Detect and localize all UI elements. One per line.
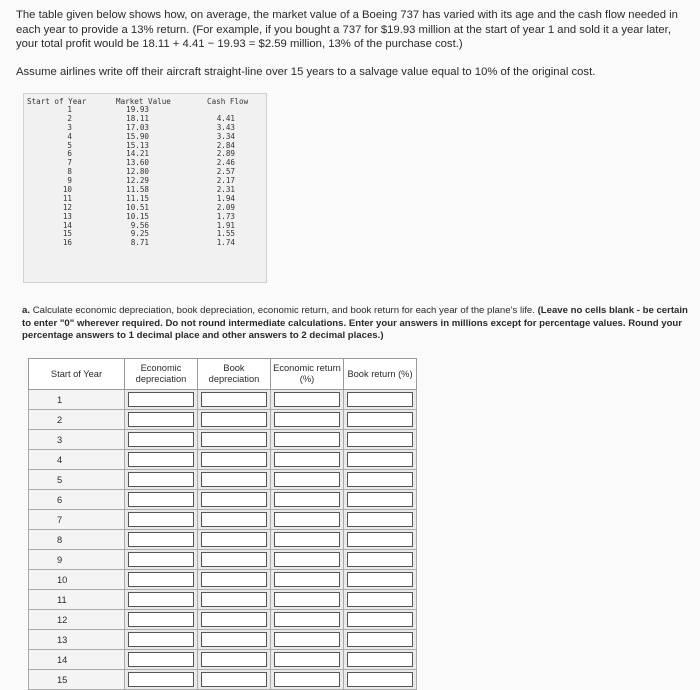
answer-input-cell [198, 450, 271, 470]
cash-flow-cell: 3.43 [216, 122, 235, 132]
book-return-input[interactable] [347, 632, 413, 647]
answer-row [29, 610, 417, 630]
market-value-cell: 11.15 [126, 193, 149, 203]
book-return-input[interactable] [347, 672, 413, 687]
book-depreciation-input[interactable] [201, 412, 267, 427]
answer-input-cell [125, 510, 198, 530]
answer-input-cell [198, 570, 271, 590]
answer-input-cell [125, 390, 198, 410]
cash-flow-cell: 2.84 [216, 140, 235, 150]
answer-input-cell [125, 410, 198, 430]
answer-row [29, 590, 417, 610]
economic-depreciation-input[interactable] [128, 472, 194, 487]
answer-input-cell [198, 530, 271, 550]
economic-depreciation-input[interactable] [128, 412, 194, 427]
book-depreciation-input[interactable] [201, 432, 267, 447]
economic-depreciation-input[interactable] [128, 672, 194, 687]
data-year-cell: 7 [67, 158, 72, 168]
answer-input-cell [198, 490, 271, 510]
answer-year-cell: 8 [29, 530, 125, 550]
economic-depreciation-input[interactable] [128, 392, 194, 407]
answer-input-cell [271, 430, 344, 450]
market-value-cell: 14.21 [126, 149, 149, 159]
cash-flow-cell: 1.94 [216, 193, 235, 203]
book-return-input[interactable] [347, 592, 413, 607]
market-value-cell: 11.58 [126, 185, 149, 195]
economic-return-input[interactable] [274, 392, 340, 407]
answer-input-cell [198, 430, 271, 450]
market-value-cell: 10.51 [126, 202, 149, 212]
answer-row [29, 390, 417, 410]
ans-header-economic-return: Economic return (%) [271, 359, 344, 390]
economic-depreciation-input[interactable] [128, 512, 194, 527]
answer-input-cell [344, 570, 417, 590]
answer-row [29, 410, 417, 430]
cash-flow-cell: 2.09 [216, 202, 235, 212]
data-year-cell: 14 [62, 220, 72, 230]
cash-flow-cell: 4.41 [216, 113, 235, 123]
header-cash-flow: Cash Flow [207, 97, 249, 106]
economic-return-input[interactable] [274, 532, 340, 547]
answer-year-cell: 3 [29, 430, 125, 450]
economic-return-input[interactable] [274, 472, 340, 487]
answer-input-cell [125, 590, 198, 610]
market-value-cell: 9.56 [130, 220, 149, 230]
answer-input-cell [271, 510, 344, 530]
answer-input-cell [125, 630, 198, 650]
answer-input-cell [125, 530, 198, 550]
market-value-cell: 8.71 [130, 238, 149, 248]
book-depreciation-input[interactable] [201, 592, 267, 607]
answer-input-cell [271, 570, 344, 590]
question-label: a. [22, 305, 31, 316]
cash-flow-cell: 3.34 [216, 131, 235, 141]
answer-input-cell [198, 610, 271, 630]
market-value-cell: 15.90 [126, 131, 149, 141]
book-depreciation-input[interactable] [201, 392, 267, 407]
answer-input-cell [125, 650, 198, 670]
answer-input-cell [271, 550, 344, 570]
answer-input-cell [198, 550, 271, 570]
answer-row [29, 570, 417, 590]
economic-return-input[interactable] [274, 412, 340, 427]
data-year-cell: 12 [62, 202, 72, 212]
cash-flow-cell: 2.31 [216, 185, 235, 195]
answer-input-cell [344, 630, 417, 650]
cash-flow-cell: 1.91 [216, 220, 235, 230]
answer-year-cell: 2 [29, 410, 125, 430]
economic-return-input[interactable] [274, 432, 340, 447]
data-year-cell: 8 [67, 167, 72, 177]
answer-input-cell [344, 390, 417, 410]
answer-input-cell [271, 390, 344, 410]
answer-year-cell: 1 [29, 390, 125, 410]
book-return-input[interactable] [347, 432, 413, 447]
book-return-input[interactable] [347, 552, 413, 567]
book-depreciation-input[interactable] [201, 552, 267, 567]
market-value-cell: 17.03 [126, 122, 149, 132]
cash-flow-cell: 2.57 [216, 167, 235, 177]
answer-input-cell [271, 590, 344, 610]
answer-input-cell [344, 590, 417, 610]
answer-input-cell [344, 670, 417, 690]
data-year-cell: 3 [67, 122, 72, 132]
market-value-cell: 10.15 [126, 211, 149, 221]
answer-table [28, 358, 417, 690]
book-return-input[interactable] [347, 512, 413, 527]
book-depreciation-input[interactable] [201, 572, 267, 587]
problem-intro: The table given below shows how, on average, the market value of a Boeing 737 has varied with its age and the cash flow needed in each year to provide a 13% return. (For example, if you bought a 737 for $19.93 million at the start of year 1 and sold it a year later, your total profit would be 18.11 + 4.41 − 19.93 = $2.59 million, 13% of the purchase cost.) [16, 9, 678, 50]
answer-input-cell [271, 470, 344, 490]
data-year-cell: 1 [67, 105, 72, 114]
data-year-cell: 10 [62, 185, 72, 195]
answer-year-cell: 13 [29, 630, 125, 650]
economic-depreciation-input[interactable] [128, 572, 194, 587]
answer-input-cell [125, 490, 198, 510]
economic-depreciation-input[interactable] [128, 452, 194, 467]
answer-year-cell: 5 [29, 470, 125, 490]
economic-return-input[interactable] [274, 572, 340, 587]
market-value-cell: 19.93 [126, 105, 149, 114]
answer-year-cell: 11 [29, 590, 125, 610]
answer-year-cell: 7 [29, 510, 125, 530]
answer-row [29, 430, 417, 450]
answer-year-cell: 15 [29, 670, 125, 690]
cash-flow-cell: 2.46 [216, 158, 235, 168]
answer-input-cell [271, 630, 344, 650]
data-year-cell: 4 [67, 131, 72, 141]
answer-input-cell [344, 550, 417, 570]
data-table-image [23, 93, 267, 283]
question-text: Calculate economic depreciation, book depreciation, economic return, and book return for each year of the plane’s life. [32, 305, 535, 316]
answer-input-cell [198, 390, 271, 410]
book-depreciation-input[interactable] [201, 452, 267, 467]
answer-input-cell [344, 490, 417, 510]
market-value-cell: 13.60 [126, 158, 149, 168]
data-year-cell: 9 [67, 176, 72, 186]
answer-input-cell [344, 430, 417, 450]
data-year-cell: 16 [62, 238, 72, 248]
data-year-cell: 15 [62, 229, 72, 239]
answer-input-cell [271, 410, 344, 430]
answer-year-cell: 6 [29, 490, 125, 510]
years-column [28, 106, 72, 248]
answer-row [29, 670, 417, 690]
economic-return-input[interactable] [274, 492, 340, 507]
economic-return-input[interactable] [274, 612, 340, 627]
answer-input-cell [198, 410, 271, 430]
data-year-cell: 5 [67, 140, 72, 150]
market-value-column [106, 106, 149, 248]
economic-depreciation-input[interactable] [128, 632, 194, 647]
answer-input-cell [344, 530, 417, 550]
book-return-input[interactable] [347, 532, 413, 547]
header-start-of-year: Start of Year [27, 97, 87, 106]
answer-input-cell [198, 470, 271, 490]
answer-input-cell [271, 650, 344, 670]
economic-depreciation-input[interactable] [128, 492, 194, 507]
economic-return-input[interactable] [274, 672, 340, 687]
ans-header-economic-depreciation: Economic depreciation [125, 359, 198, 390]
answer-input-cell [271, 530, 344, 550]
answer-input-cell [198, 650, 271, 670]
answer-input-cell [198, 670, 271, 690]
market-value-cell: 18.11 [126, 113, 149, 123]
book-depreciation-input[interactable] [201, 472, 267, 487]
market-value-cell: 12.80 [126, 167, 149, 177]
header-market-value: Market Value [116, 97, 171, 106]
book-depreciation-input[interactable] [201, 652, 267, 667]
economic-depreciation-input[interactable] [128, 532, 194, 547]
answer-input-cell [125, 570, 198, 590]
answer-input-cell [125, 450, 198, 470]
book-depreciation-input[interactable] [201, 492, 267, 507]
book-depreciation-input[interactable] [201, 632, 267, 647]
book-return-input[interactable] [347, 612, 413, 627]
answer-input-cell [344, 610, 417, 630]
ans-header-year: Start of Year [29, 359, 125, 390]
market-value-cell: 15.13 [126, 140, 149, 150]
cash-flow-column [194, 115, 235, 248]
economic-return-input[interactable] [274, 632, 340, 647]
economic-return-input[interactable] [274, 512, 340, 527]
market-value-cell: 12.29 [126, 176, 149, 186]
answer-input-cell [125, 670, 198, 690]
economic-return-input[interactable] [274, 552, 340, 567]
book-return-input[interactable] [347, 452, 413, 467]
answer-year-cell: 10 [29, 570, 125, 590]
answer-input-cell [271, 670, 344, 690]
answer-row [29, 450, 417, 470]
answer-year-cell: 4 [29, 450, 125, 470]
assumption-text: Assume airlines write off their aircraft straight-line over 15 years to a salvage value equal to 10% of the original cost. [16, 66, 596, 78]
book-depreciation-input[interactable] [201, 672, 267, 687]
answer-input-cell [344, 510, 417, 530]
ans-header-book-return: Book return (%) [344, 359, 417, 390]
cash-flow-cell: 2.89 [216, 149, 235, 159]
question-a [22, 305, 694, 343]
answer-input-cell [344, 410, 417, 430]
answer-input-cell [125, 430, 198, 450]
answer-year-cell: 14 [29, 650, 125, 670]
book-return-input[interactable] [347, 472, 413, 487]
answer-year-cell: 9 [29, 550, 125, 570]
book-depreciation-input[interactable] [201, 532, 267, 547]
economic-depreciation-input[interactable] [128, 592, 194, 607]
economic-return-input[interactable] [274, 652, 340, 667]
answer-input-cell [125, 610, 198, 630]
market-value-cell: 9.25 [130, 229, 149, 239]
data-year-cell: 11 [62, 193, 72, 203]
ans-header-book-depreciation: Book depreciation [198, 359, 271, 390]
data-year-cell: 6 [67, 149, 72, 159]
answer-input-cell [271, 610, 344, 630]
book-return-input[interactable] [347, 412, 413, 427]
answer-row [29, 530, 417, 550]
cash-flow-cell: 1.55 [216, 229, 235, 239]
answer-input-cell [125, 550, 198, 570]
cash-flow-cell: 1.73 [216, 211, 235, 221]
answer-row [29, 470, 417, 490]
cash-flow-cell: 1.74 [216, 238, 235, 248]
book-return-input[interactable] [347, 652, 413, 667]
book-return-input[interactable] [347, 492, 413, 507]
data-year-cell: 2 [67, 113, 72, 123]
economic-depreciation-input[interactable] [128, 612, 194, 627]
economic-depreciation-input[interactable] [128, 652, 194, 667]
answer-row [29, 490, 417, 510]
book-depreciation-input[interactable] [201, 512, 267, 527]
answer-year-cell: 12 [29, 610, 125, 630]
answer-row [29, 630, 417, 650]
economic-return-input[interactable] [274, 592, 340, 607]
answer-input-cell [344, 450, 417, 470]
book-return-input[interactable] [347, 392, 413, 407]
economic-depreciation-input[interactable] [128, 552, 194, 567]
answer-input-cell [344, 650, 417, 670]
answer-row [29, 550, 417, 570]
answer-input-cell [344, 470, 417, 490]
answer-row [29, 510, 417, 530]
answer-row [29, 650, 417, 670]
cash-flow-cell: 2.17 [216, 176, 235, 186]
answer-input-cell [198, 590, 271, 610]
economic-return-input[interactable] [274, 452, 340, 467]
data-year-cell: 13 [62, 211, 72, 221]
answer-input-cell [198, 510, 271, 530]
answer-input-cell [198, 630, 271, 650]
answer-input-cell [271, 490, 344, 510]
book-return-input[interactable] [347, 572, 413, 587]
book-depreciation-input[interactable] [201, 612, 267, 627]
answer-input-cell [271, 450, 344, 470]
answer-input-cell [125, 470, 198, 490]
economic-depreciation-input[interactable] [128, 432, 194, 447]
question-instructions: (Leave no cells blank - be certain to enter "0" wherever required. Do not round intermediate calculations. Enter your answers in millions except for percentage values. Round your percentage answers to 1 decimal place and other answers to 2 decimal places.) [22, 305, 688, 341]
